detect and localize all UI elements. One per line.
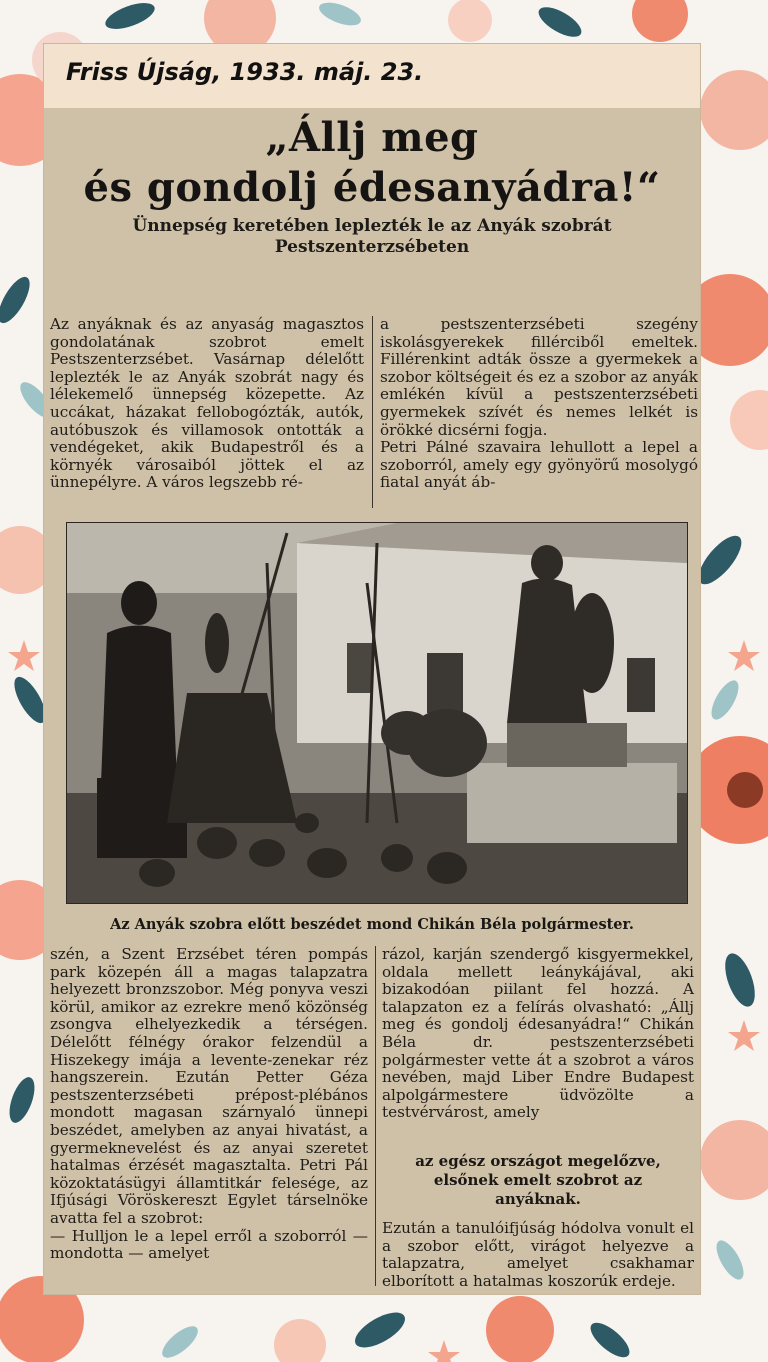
- caption-bar: [44, 44, 700, 108]
- column-divider: [372, 316, 373, 508]
- column-divider: [375, 946, 376, 1286]
- paragraph: Ezután a tanulóifjúság hódolva vonult el a szobor előtt, virágot helyezve a talapzatra, amelyet csakhamar elborított a hatalmas koszorúk erdeje.: [382, 1219, 694, 1290]
- article-column-4: [382, 946, 694, 1122]
- paragraph: rázol, karján szendergő kisgyermekkel, oldala mellett leánykájával, aki bizakodóan piilant fel hozzá. A talapzaton ez a felírás olvasható: „Állj meg és gondolj édesanyádra!“ Chikán Béla dr. pestszenterzsébeti polgármester vette át a szobrot a város nevében, majd Liber Endre Budapest alpolgármestere üdvözölte a testvérvárost, amely: [382, 945, 694, 1122]
- paragraph: Petri Pálné szavaira lehullott a lepel a szoborról, amely egy gyönyörű mosolygó fiatal anyát áb-: [380, 438, 698, 492]
- paragraph: a pestszenterzsébeti szegény iskolásgyerekek fillérciből emeltek. Fillérenkint adták össze a gyermekek a szobor költségeit és ez a szobor az anyák emlékén kívül a pestszenterzsébeti gyermekek szívét és nemes lelkét is örökké dicsérni fogja.: [380, 315, 698, 439]
- photo-scene: [67, 523, 687, 903]
- paragraph: — Hulljon le a lepel erről a szoborról — mondotta — amelyet: [50, 1226, 368, 1263]
- paragraph: Az anyáknak és az anyaság magasztos gondolatának szobrot emelt Pestszenterzsébet. Vasárnap délelőtt leplezték le az Anyák szobrát nagy és lélekemelő ünnepség közepette. Az uccákat, házakat fellobogózták, autók, autóbuszok és villamosok ontották a vendégeket, akik Budapestről és a környék városaiból jöttek el az ünnepélyre. A város legszebb ré-: [50, 315, 364, 492]
- callout-line: anyáknak.: [495, 1190, 581, 1208]
- photo-caption: Az Anyák szobra előtt beszédet mond Chikán Béla polgármester.: [110, 916, 634, 933]
- article-column-3: [50, 946, 368, 1263]
- paragraph: szén, a Szent Erzsébet téren pompás park közepén áll a magas talapzatra helyezett bronzszobor. Még ponyva veszi körül, amikor az ezrekre menő közönség zsongva elhelyezkedik a térségen. Délelőtt félnégy órakor felzendül a Hiszekegy imája a levente-zenekar réz hangszerein. Ezután Petter Géza pestszenterzsébeti prépost-plébános mondott magasan szárnyaló ünnepi beszédet, amelyben az anyai hivatást, a gyermeknevelést és az anyai szeretet hatalmas érzését magasztalta. Petri Pál közoktatásügyi államtitkár felesége, az Ifjúsági Vöröskereszt Egylet társelnöke avatta fel a szobrot:: [50, 945, 368, 1227]
- article-column-1: [50, 316, 364, 492]
- article-column-5: [382, 1220, 694, 1290]
- subheadline: Ünnepség keretében leplezték le az Anyák szobrát Pestszenterzsébeten: [132, 216, 612, 257]
- callout-line: elsőnek emelt szobrot az: [433, 1171, 643, 1189]
- newspaper-clipping: [44, 108, 700, 1294]
- article-column-2: [380, 316, 698, 492]
- clipping-card: [44, 44, 700, 1294]
- callout-line: az egész országot megelőzve,: [415, 1152, 661, 1170]
- headline-line-1: „Állj meg: [265, 114, 479, 161]
- callout-quote: [382, 1152, 694, 1209]
- headline-line-2: és gondolj édesanyádra!“: [83, 164, 661, 211]
- news-photo: [66, 522, 688, 904]
- source-caption: Friss Újság, 1933. máj. 23.: [66, 58, 424, 86]
